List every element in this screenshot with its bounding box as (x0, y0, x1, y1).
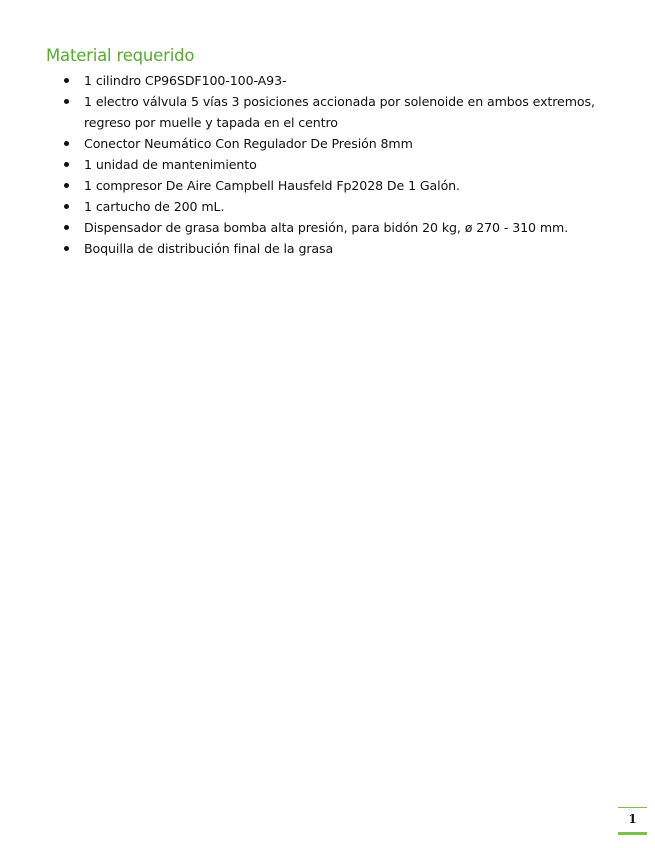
bullet-icon (64, 225, 69, 230)
list-item (84, 217, 619, 238)
list-item-text: 1 cilindro CP96SDF100-100-A93- (84, 73, 287, 88)
list-item (84, 175, 619, 196)
bullet-icon (64, 204, 69, 209)
list-item-text: 1 compresor De Aire Campbell Hausfeld Fp2028 De 1 Galón. (84, 178, 460, 193)
bullet-icon (64, 246, 69, 251)
material-list (84, 70, 619, 259)
list-item-text: Dispensador de grasa bomba alta presión, para bidón 20 kg, ø 270 - 310 mm. (84, 220, 569, 235)
list-item (84, 196, 619, 217)
list-item (84, 154, 619, 175)
list-item (84, 70, 619, 91)
list-item-text: Conector Neumático Con Regulador De Presión 8mm (84, 136, 413, 151)
list-item (84, 133, 619, 154)
list-item-text: 1 unidad de mantenimiento (84, 157, 257, 172)
list-item-text: Boquilla de distribución final de la grasa (84, 241, 334, 256)
page-number: 1 (618, 807, 647, 835)
bullet-icon (64, 78, 69, 83)
list-item (84, 91, 619, 133)
bullet-icon (64, 162, 69, 167)
bullet-icon (64, 99, 69, 104)
list-item-text: 1 cartucho de 200 mL. (84, 199, 225, 214)
list-item-text: 1 electro válvula 5 vías 3 posiciones accionada por solenoide en ambos extremos, regreso por muelle y tapada en el centro (84, 94, 595, 130)
section-heading: Material requerido (46, 46, 195, 65)
bullet-icon (64, 183, 69, 188)
list-item (84, 238, 619, 259)
bullet-icon (64, 141, 69, 146)
